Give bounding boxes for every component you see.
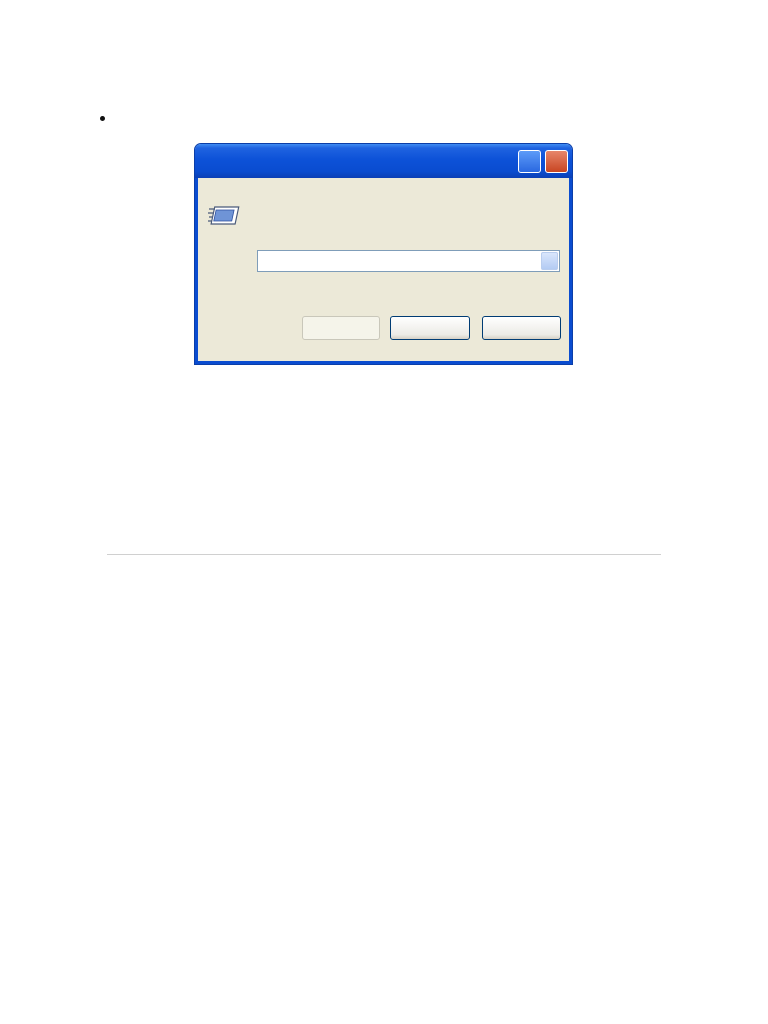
dialog-body: [195, 178, 572, 364]
open-combobox[interactable]: [257, 250, 560, 272]
dialog-titlebar[interactable]: [195, 144, 572, 178]
dropdown-button[interactable]: [541, 252, 558, 270]
divider: [107, 554, 661, 555]
help-button[interactable]: [518, 150, 541, 173]
browse-button[interactable]: [482, 316, 561, 340]
run-icon: [208, 201, 244, 231]
cancel-button[interactable]: [390, 316, 470, 340]
bullet-icon: [100, 116, 105, 121]
open-input[interactable]: [258, 251, 544, 271]
run-dialog: [194, 143, 573, 365]
close-button[interactable]: [545, 150, 568, 173]
accept-button[interactable]: [302, 316, 380, 340]
